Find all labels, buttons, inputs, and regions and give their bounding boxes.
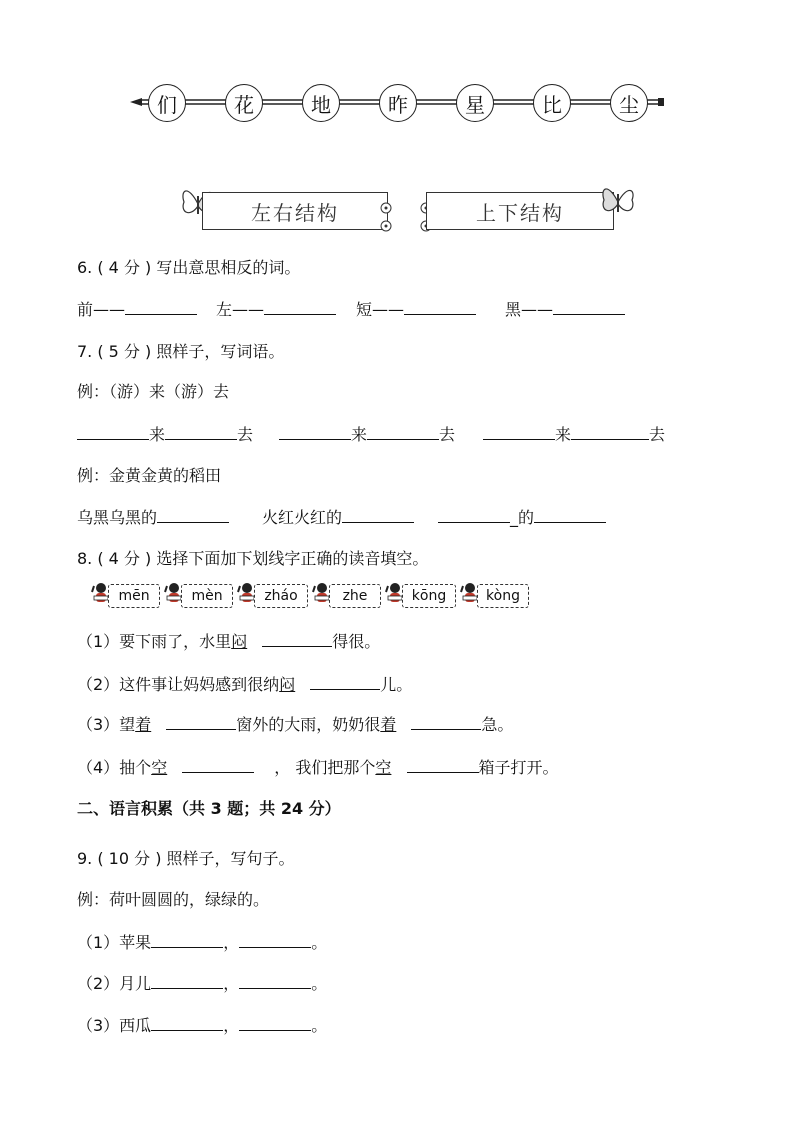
skewer-char-3: 地 [302, 84, 340, 122]
q7-line-6: _的 [438, 505, 606, 528]
skewer-char-2: 花 [225, 84, 263, 122]
answer-blank[interactable] [262, 632, 332, 647]
answer-blank[interactable] [182, 758, 254, 773]
q7-line-4: 乌黑乌黑的 [77, 505, 229, 528]
answer-blank[interactable] [279, 425, 351, 440]
answer-blank[interactable] [77, 425, 149, 440]
answer-blank[interactable] [239, 974, 311, 989]
q9-example: 例：荷叶圆圆的，绿绿的。 [77, 890, 270, 909]
q7-line-5: 火红火红的 [262, 505, 414, 528]
answer-blank[interactable] [125, 300, 197, 315]
answer-blank[interactable] [264, 300, 336, 315]
structure-box-left: 左右结构 [202, 192, 388, 230]
skewer-char-1: 们 [148, 84, 186, 122]
answer-blank[interactable] [534, 508, 606, 523]
pinyin-chip: kōng [402, 584, 456, 608]
char-skewer [128, 84, 668, 124]
q9-item-1: （1）苹果 ， 。 [77, 933, 328, 952]
q8-title: 8. ( 4 分 ) 选择下面加下划线字正确的读音填空。 [77, 549, 429, 568]
answer-blank[interactable] [239, 933, 311, 948]
answer-blank[interactable] [483, 425, 555, 440]
answer-blank[interactable] [151, 1016, 223, 1031]
q8-sentence-2: （2）这件事让妈妈感到很纳闷 儿。 [77, 675, 413, 694]
skewer-char-5: 星 [456, 84, 494, 122]
q7-line-1: 来 去 [77, 422, 253, 445]
q6-pair-3: 短—— [356, 297, 476, 320]
answer-blank[interactable] [342, 508, 414, 523]
skewer-char-6: 比 [533, 84, 571, 122]
q7-example-2: 例：金黄金黄的稻田 [77, 466, 222, 485]
q7-example-1: 例：（游）来（游）去 [77, 382, 230, 401]
q6-pair-1: 前—— [77, 297, 197, 320]
q7-line-2: 来 去 [279, 422, 455, 445]
skewer-char-7: 尘 [610, 84, 648, 122]
answer-blank[interactable] [367, 425, 439, 440]
butterfly-icon [598, 180, 638, 224]
q9-item-3: （3）西瓜 ， 。 [77, 1016, 328, 1035]
q8-sentence-4: （4）抽个空 ， 我们把那个空 箱子打开。 [77, 758, 559, 777]
q9-item-2: （2）月儿 ， 。 [77, 974, 328, 993]
answer-blank[interactable] [407, 758, 479, 773]
q7-line-3: 来 去 [483, 422, 665, 445]
answer-blank[interactable] [553, 300, 625, 315]
skewer-char-4: 昨 [379, 84, 417, 122]
pinyin-chip: zháo [254, 584, 308, 608]
answer-blank[interactable] [571, 425, 649, 440]
answer-blank[interactable] [151, 974, 223, 989]
flower-icon [376, 200, 396, 236]
answer-blank[interactable] [404, 300, 476, 315]
answer-blank[interactable] [165, 425, 237, 440]
pinyin-chip: mèn [181, 584, 233, 608]
section-heading: 二、语言积累（共 3 题；共 24 分） [77, 799, 341, 818]
answer-blank[interactable] [157, 508, 229, 523]
structure-box-right: 上下结构 [426, 192, 614, 230]
pinyin-chip: zhe [329, 584, 381, 608]
answer-blank[interactable] [411, 715, 481, 730]
answer-blank[interactable] [239, 1016, 311, 1031]
answer-blank[interactable] [166, 715, 236, 730]
q8-sentence-3: （3）望着 窗外的大雨，奶奶很着 急。 [77, 715, 514, 734]
q7-title: 7. ( 5 分 ) 照样子，写词语。 [77, 342, 285, 361]
pinyin-chip: mēn [108, 584, 160, 608]
pinyin-chip: kòng [477, 584, 529, 608]
q6-title: 6. ( 4 分 ) 写出意思相反的词。 [77, 258, 301, 277]
answer-blank[interactable] [151, 933, 223, 948]
answer-blank[interactable] [310, 675, 380, 690]
q6-pair-4: 黑—— [505, 297, 625, 320]
q6-pair-2: 左—— [216, 297, 336, 320]
q9-title: 9. ( 10 分 ) 照样子，写句子。 [77, 849, 295, 868]
answer-blank[interactable] [438, 508, 510, 523]
q8-sentence-1: （1）要下雨了，水里闷 得很。 [77, 632, 381, 651]
